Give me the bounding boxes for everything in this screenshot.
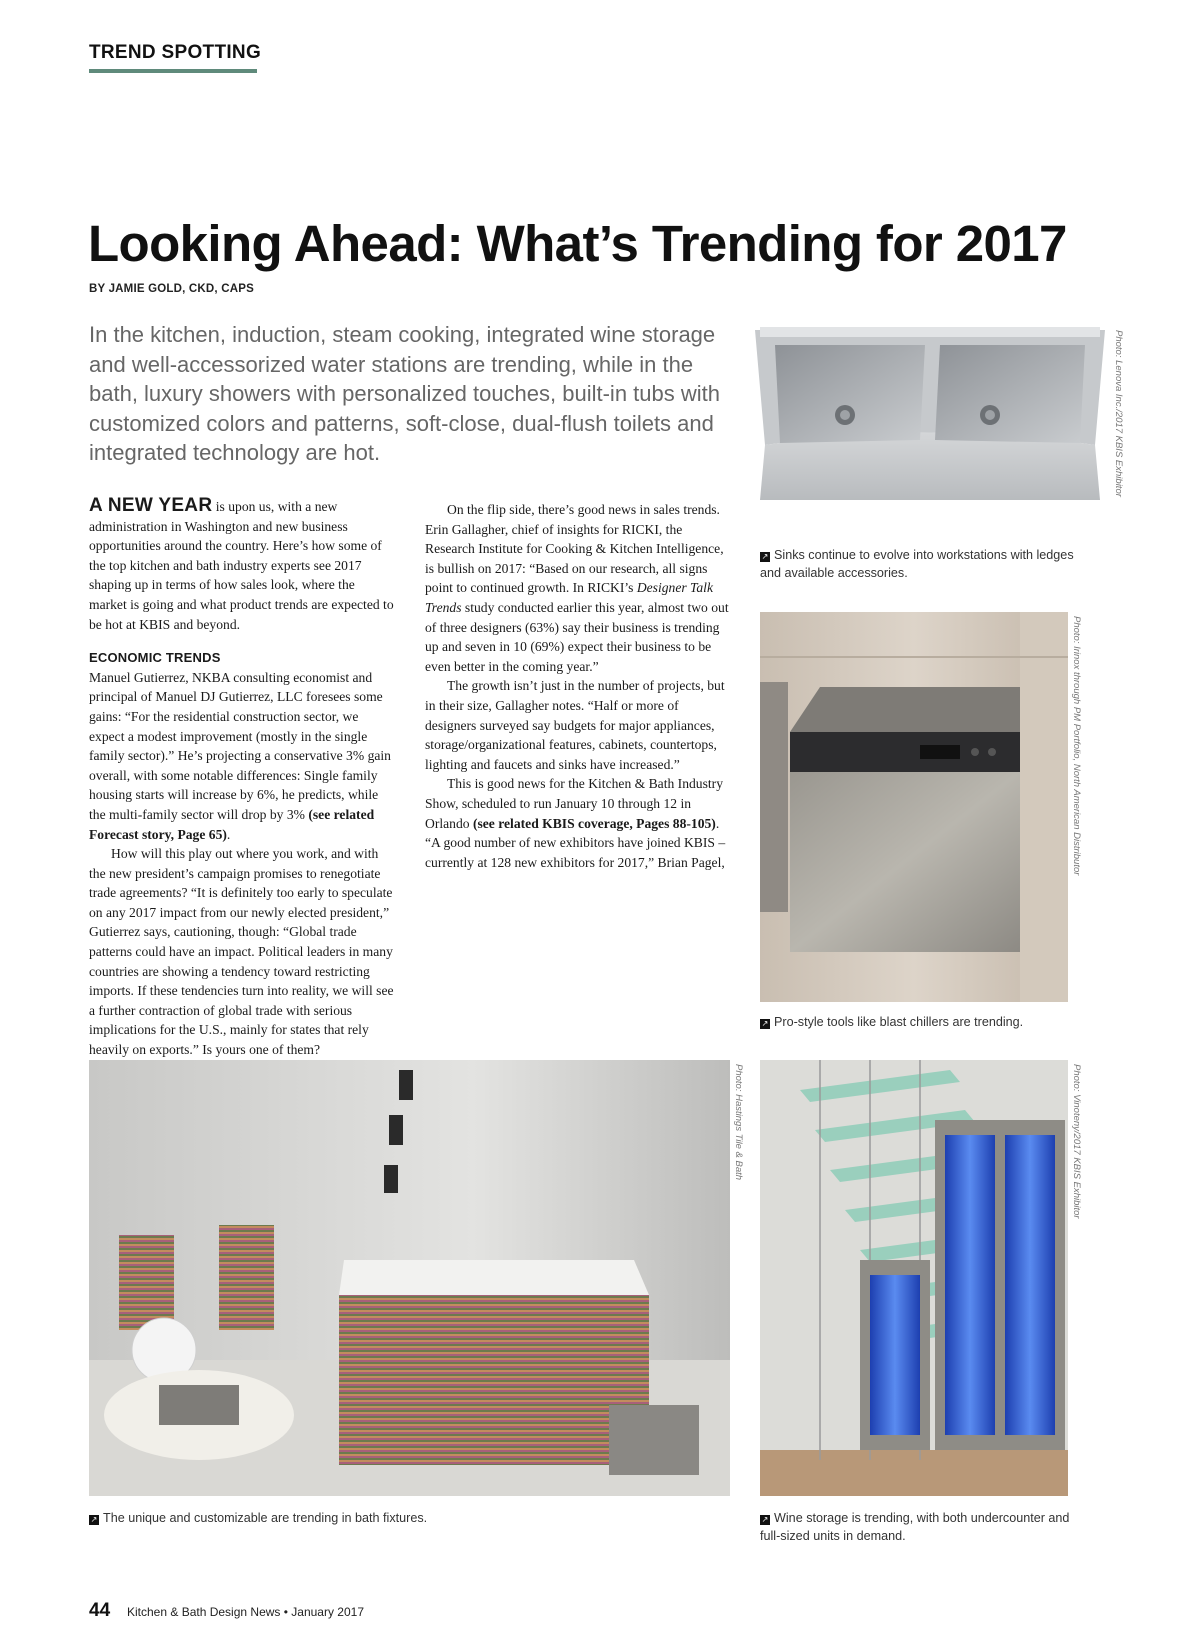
photo-credit-chiller: Photo: Irinox through PM Portfolio, North American Distributor (1071, 616, 1082, 876)
paragraph-text: . “A good number of new exhibitors have joined KBIS – currently at 128 new exhibitors for 2017,” Brian Pagel, (425, 815, 726, 870)
caption-text: Wine storage is trending, with both undercounter and full-sized units in demand. (760, 1511, 1070, 1543)
paragraph-growth: The growth isn’t just in the number of projects, but in their size, Gallagher notes. “Half or more of designers surveyed say budgets for major appliances, storage/organizational features, cabinets, countertops, lighting and faucets and sinks have increased.” (425, 678, 725, 772)
photo-credit-sink: Photo: Lenova Inc./2017 KBIS Exhibitor (1113, 330, 1124, 497)
wine-storage-illustration (760, 1060, 1068, 1496)
caption-chiller (760, 1013, 1090, 1031)
blast-chiller-photo (760, 612, 1068, 1002)
page-number: 44 (89, 1600, 111, 1621)
paragraph-text: study conducted earlier this year, almost two out of three designers (63%) say their business is trending up and seven in 10 (69%) expect their business to be even better in the coming year.” (425, 599, 729, 674)
paragraph-sales-trends (425, 500, 731, 676)
paragraph-text: . (226, 826, 231, 842)
photo-caption-arrow-icon: ↗ (761, 552, 769, 561)
paragraph-intro (89, 496, 395, 634)
caption-sink (760, 546, 1090, 582)
caption-text: The unique and customizable are trending in bath fixtures. (103, 1511, 428, 1525)
paragraph-text: Manuel Gutierrez, NKBA consulting economist and principal of Manuel DJ Gutierrez, LLC foresees some gains: “For the residential construction sector, we expect a modest improvement (mostly in the single family sector).” He’s projecting a conservative 3% gain overall, with some notable differences: Single family housing starts will increase by 6%, he predicts, while the multi-family sector will drop by 3% (89, 669, 391, 822)
article-title: Looking Ahead: What’s Trending for 2017 (88, 215, 1067, 272)
related-story-ref: (see related Forecast story, Page 65) (89, 806, 375, 842)
paragraph-text: This is good news for the Kitchen & Bath Industry Show, scheduled to run January 10 through 12 in Orlando (425, 776, 723, 831)
caption-bath (89, 1509, 709, 1527)
sink-illustration (750, 325, 1110, 510)
section-rule (89, 69, 257, 73)
photo-caption-arrow-icon: ↗ (90, 1515, 98, 1524)
paragraph-kbis (425, 774, 731, 872)
caption-text: Pro-style tools like blast chillers are trending. (774, 1015, 1024, 1029)
section-label: TREND SPOTTING (89, 42, 262, 63)
photo-credit-bath: Photo: Hastings Tile & Bath (733, 1064, 744, 1181)
article-deck: In the kitchen, induction, steam cooking, integrated wine storage and well-accessorized water stations are trending, while in the bath, luxury showers with personalized touches, built-in tubs with customized colors and patterns, soft-close, dual-flush toilets and integrated technology are hot. (89, 322, 720, 465)
lead-in: A NEW YEAR (89, 495, 213, 516)
byline: BY JAMIE GOLD, CKD, CAPS (89, 283, 254, 295)
body-column-2 (425, 500, 731, 872)
photo-caption-arrow-icon: ↗ (761, 1019, 769, 1028)
body-column-1 (89, 496, 395, 1060)
bath-photo (89, 1060, 730, 1496)
paragraph-trade: How will this play out where you work, and with the new president’s campaign promises to renegotiate trade agreements? “It is definitely too early to speculate on any 2017 impact from our newly elected president,” Gutierrez says, cautioning, though: “Global trade patterns could have an impact. Political leaders in many countries are showing a tendency toward restricting imports. If these tendencies turn into reality, we will see a further contraction of global trade with serious implications for the U.S., mainly for states that rely heavily on exports.” Is yours one of them? (89, 846, 394, 1058)
caption-text: Sinks continue to evolve into workstations with ledges and available accessories. (760, 548, 1074, 580)
publication-footer: Kitchen & Bath Design News • January 2017 (127, 1605, 364, 1619)
blast-chiller-illustration (760, 612, 1068, 1002)
study-title: Designer Talk Trends (425, 580, 713, 615)
intro-text: is upon us, with a new administration in Washington and new business opportunities around the country. Here’s how some of the top kitchen and bath industry experts see 2017 shaping up in terms of how sales look, where the market is going and what product trends are expected to be hot at KBIS and beyond. (89, 499, 394, 632)
caption-wine (760, 1509, 1090, 1545)
related-coverage-ref: (see related KBIS coverage, Pages 88-105) (472, 815, 716, 831)
photo-credit-wine: Photo: Vinoteny/2017 KBIS Exhibitor (1071, 1064, 1082, 1219)
wine-storage-photo (760, 1060, 1068, 1496)
photo-caption-arrow-icon: ↗ (761, 1515, 769, 1524)
subhead-economic-trends: ECONOMIC TRENDS (89, 650, 221, 666)
paragraph-text: On the flip side, there’s good news in sales trends. Erin Gallagher, chief of insights for RICKI, the Research Institute for Cooking & Kitchen Intelligence, is bullish on 2017: “Based on our research, all signs point to continued growth. In RICKI’s (425, 502, 724, 596)
sink-photo (750, 325, 1110, 510)
bathtub-illustration (89, 1060, 730, 1496)
paragraph-gutierrez (89, 668, 395, 844)
